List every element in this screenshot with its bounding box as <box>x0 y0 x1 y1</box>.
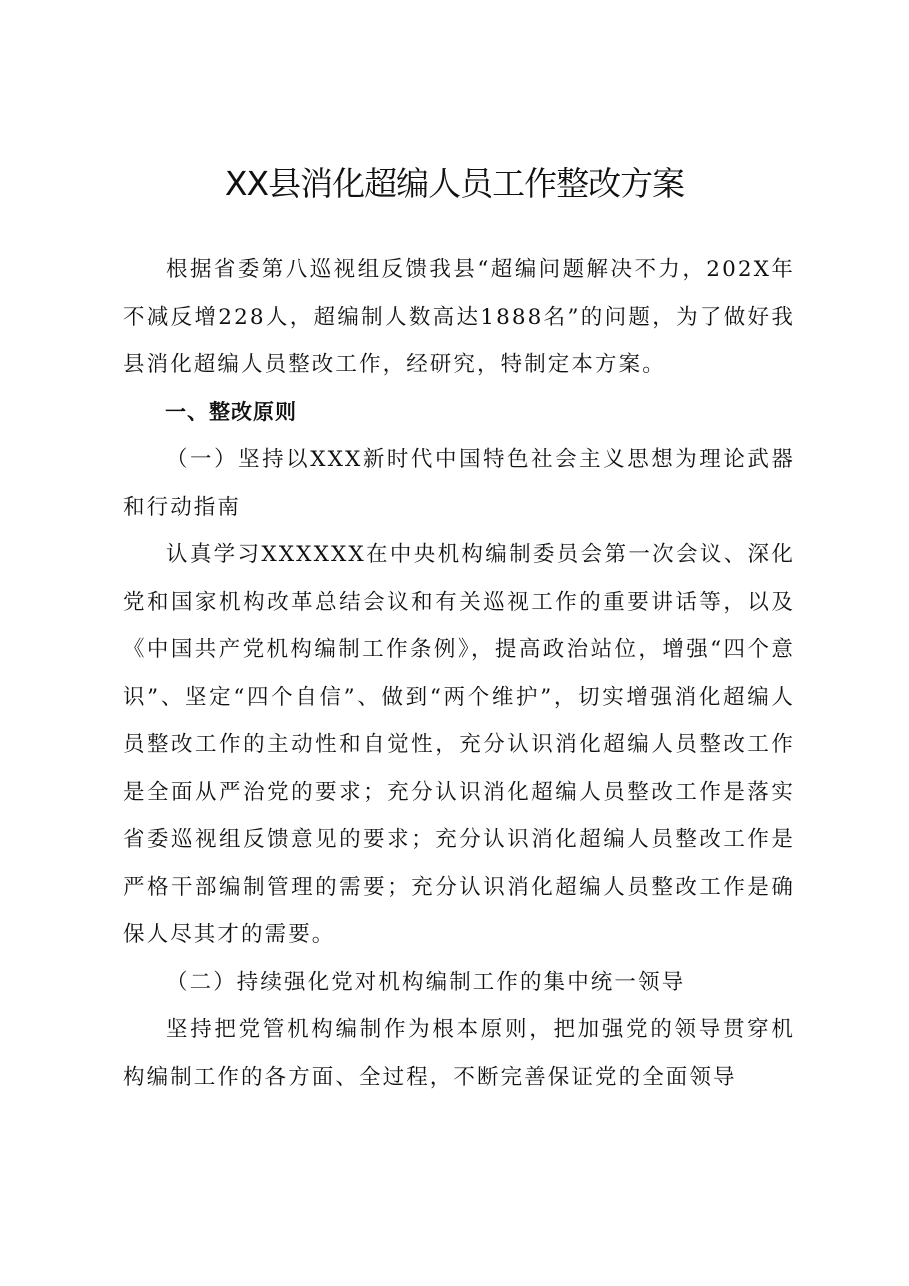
paragraph-intro: 根据省委第八巡视组反馈我县“超编问题解决不力，202X年不减反增228人，超编制人数高达1888名”的问题，为了做好我县消化超编人员整改工作，经研究，特制定本方案。 <box>123 257 795 377</box>
subsection-heading-1: （一）坚持以XXX新时代中国特色社会主义思想为理论武器和行动指南 <box>123 447 795 520</box>
document-title: XX县消化超编人员工作整改方案 <box>224 164 685 203</box>
paragraph-leadership: 坚持把党管机构编制作为根本原则，把加强党的领导贯穿机构编制工作的各方面、全过程，不断完善保证党的全面领导 <box>123 1017 795 1090</box>
document-body <box>123 246 795 1101</box>
section-heading-principles: 一、整改原则 <box>165 399 297 424</box>
subsection-heading-2: （二）持续强化党对机构编制工作的集中统一领导 <box>166 969 686 995</box>
paragraph-study: 认真学习XXXXXX在中央机构编制委员会第一次会议、深化党和国家机构改革总结会议和有关巡视工作的重要讲话等，以及《中国共产党机构编制工作条例》，提高政治站位，增强“四个意识”、坚定“四个自信”、做到“两个维护”，切实增强消化超编人员整改工作的主动性和自觉性，充分认识消化超编人员整改工作是全面从严治党的要求；充分认识消化超编人员整改工作是落实省委巡视组反馈意见的要求；充分认识消化超编人员整改工作是严格干部编制管理的需要；充分认识消化超编人员整改工作是确保人尽其才的需要。 <box>123 542 795 947</box>
